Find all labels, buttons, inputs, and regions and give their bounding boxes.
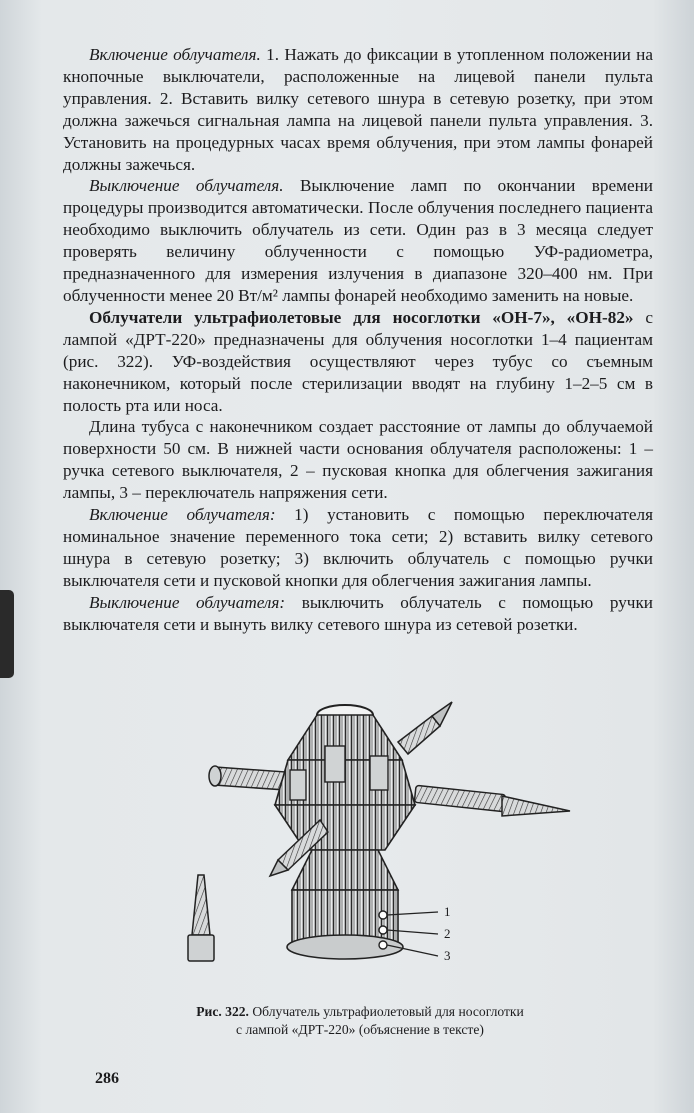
caption-line-1 bbox=[100, 1003, 620, 1021]
callout-3: 3 bbox=[444, 948, 451, 963]
callout-1: 1 bbox=[444, 904, 451, 919]
paragraph-3-body: с лампой «ДРТ-220» предназначены для облучения носоглотки 1–4 пациентам (рис. 322). УФ-воздействия осуществляют через тубус со съемным наконечником, который после стерилизации вводят на глубину 1–2–5 см в полость рта или носа. bbox=[63, 307, 653, 415]
callout-2: 2 bbox=[444, 926, 451, 941]
paragraph-5 bbox=[63, 504, 653, 592]
paragraph-3 bbox=[63, 307, 653, 417]
page-number: 286 bbox=[95, 1070, 119, 1087]
base bbox=[287, 850, 403, 959]
paragraph-5-lead: Включение облучателя: bbox=[89, 505, 276, 525]
caption-label: Рис. 322. bbox=[196, 1004, 249, 1019]
paragraph-4-body: Длина тубуса с наконечником создает расстояние от лампы до облучаемой поверхности 50 см. В нижней части основания облучателя расположены: 1 – ручка сетевого выключателя, 2 – пусковая кнопка для облегчения зажигания лампы, 3 – переключатель напряжения сети. bbox=[63, 417, 653, 503]
paragraph-3-lead: Облучатели ультрафиолетовые для носоглотки «ОН-7», «ОН-82» bbox=[89, 307, 634, 327]
paragraph-2-body: Выключение ламп по окончании времени процедуры производится автоматически. После облучения последнего пациента необходимо выключить облучатель из сети. Один раз в 3 месяца следует проверять величину облученности с помощью УФ-радиометра, предназначенного для измерения излучения в диапазоне 320–400 нм. При облученности менее 20 Вт/м² лампы фонарей необходимо заменить на новые. bbox=[63, 176, 654, 305]
paragraph-1 bbox=[63, 44, 653, 175]
paragraph-6 bbox=[63, 592, 653, 636]
paragraph-1-body: 1. Нажать до фиксации в утопленном положении на кнопочные выключатели, расположенные на лицевой панели пульта управления. 2. Вставить вилку сетевого шнура в сетевую розетку, при этом должна зажечься сигнальная лампа на лицевой панели пульта управления. 3. Установить на процедурных часах время облучения, при этом лампы фонарей должны зажечься. bbox=[63, 45, 653, 174]
paragraph-1-lead: Включение облучателя. bbox=[89, 45, 261, 64]
paragraph-2-lead: Выключение облучателя. bbox=[89, 176, 284, 196]
irradiator-illustration bbox=[170, 690, 590, 990]
paragraph-6-body: выключить облучатель с помощью ручки выключателя сети и вынуть вилку сетевого шнура из сетевой розетки. bbox=[63, 592, 653, 634]
figure-caption bbox=[100, 1003, 620, 1039]
paragraph-5-body: 1) установить с помощью переключателя номинальное значение переменного тока сети; 2) вставить вилку сетевого шнура в сетевую розетку; 3) включить облучатель с помощью ручки выключателя сети и пусковой кнопки для облегчения зажигания лампы. bbox=[63, 505, 653, 590]
upper-right-tube bbox=[398, 702, 452, 754]
upper-body bbox=[275, 705, 415, 850]
paragraph-4 bbox=[63, 416, 653, 504]
page-edge-tab bbox=[0, 590, 14, 678]
paragraph-2 bbox=[63, 175, 653, 306]
detached-nozzle bbox=[188, 875, 214, 961]
right-tube bbox=[414, 785, 570, 816]
caption-text-1: Облучатель ультрафиолетовый для носоглотки bbox=[248, 1004, 524, 1019]
body-text bbox=[63, 44, 653, 635]
paragraph-6-lead: Выключение облучателя: bbox=[89, 592, 286, 612]
caption-line-2: с лампой «ДРТ-220» (объяснение в тексте) bbox=[236, 1022, 484, 1037]
